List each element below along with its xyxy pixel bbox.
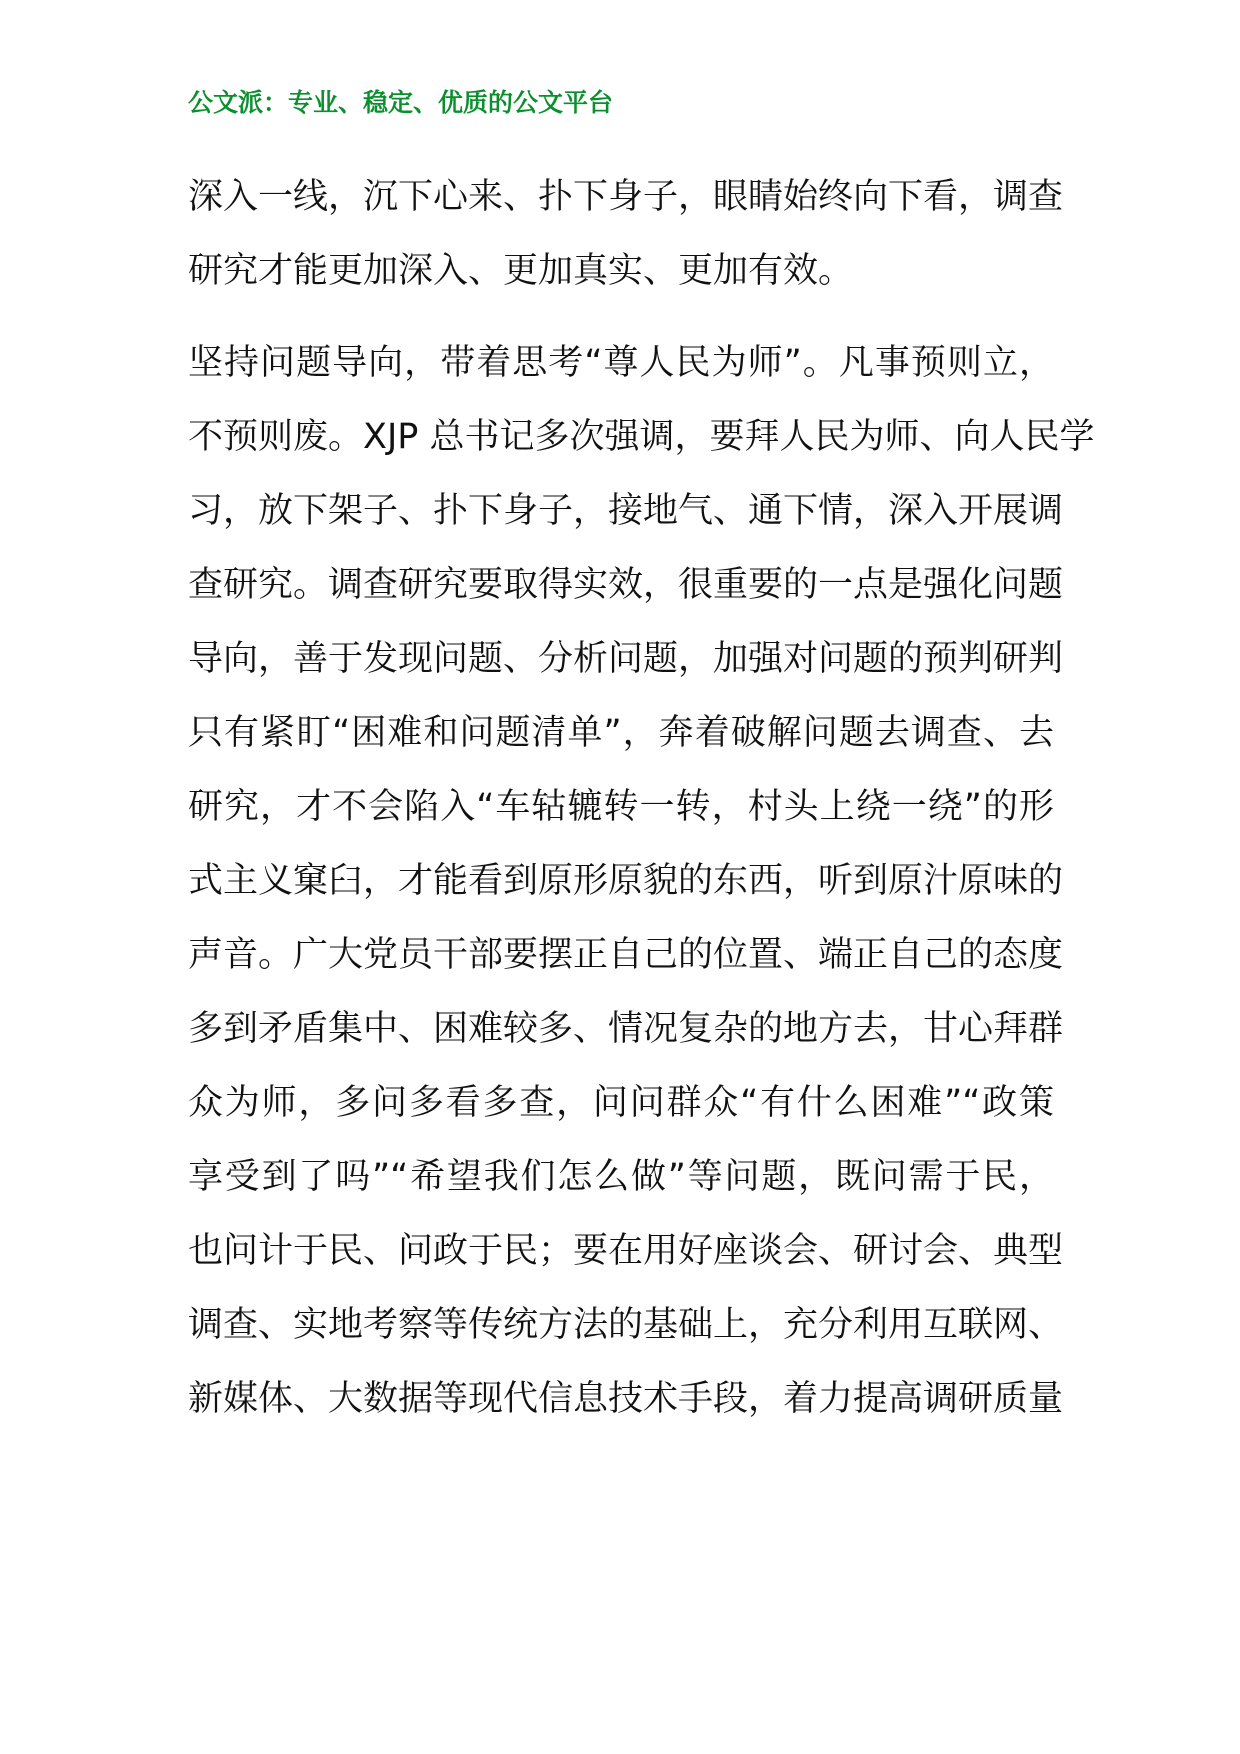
text-line: 导向，善于发现问题、分析问题，加强对问题的预判研判 [188, 639, 1064, 679]
header-slogan: 公文派：专业、稳定、优质的公文平台 [188, 88, 614, 117]
text-line: 式主义窠臼，才能看到原形原貌的东西，听到原汁原味的 [188, 861, 1064, 901]
text-line: 习，放下架子、扑下身子，接地气、通下情，深入开展调 [188, 491, 1064, 531]
text-line: 查研究。调查研究要取得实效，很重要的一点是强化问题 [188, 565, 1064, 605]
paragraph-1 [188, 160, 1064, 308]
text-line: 也问计于民、问政于民；要在用好座谈会、研讨会、典型 [188, 1231, 1064, 1271]
text-line: 深入一线，沉下心来、扑下身子，眼睛始终向下看，调查 [188, 177, 1064, 217]
text-line: 调查、实地考察等传统方法的基础上，充分利用互联网、 [188, 1305, 1064, 1345]
text-line: 声音。广大党员干部要摆正自己的位置、端正自己的态度 [188, 935, 1064, 975]
text-line: 新媒体、大数据等现代信息技术手段，着力提高调研质量 [188, 1379, 1064, 1419]
paragraph-2 [188, 326, 1095, 1436]
text-line: 众为师，多问多看多查，问问群众“有什么困难”“政策 [188, 1083, 1054, 1123]
text-line: 研究才能更加深入、更加真实、更加有效。 [188, 251, 854, 291]
text-line: 享受到了吗”“希望我们怎么做”等问题，既问需于民， [188, 1157, 1054, 1197]
text-line: 只有紧盯“困难和问题清单”，奔着破解问题去调查、去 [188, 713, 1054, 753]
text-line: 不预则废。XJP 总书记多次强调，要拜人民为师、向人民学 [188, 417, 1095, 457]
text-line: 研究，才不会陷入“车轱辘转一转，村头上绕一绕”的形 [188, 787, 1054, 827]
text-line: 多到矛盾集中、困难较多、情况复杂的地方去，甘心拜群 [188, 1009, 1064, 1049]
text-line: 坚持问题导向，带着思考“尊人民为师”。凡事预则立， [188, 343, 1054, 383]
